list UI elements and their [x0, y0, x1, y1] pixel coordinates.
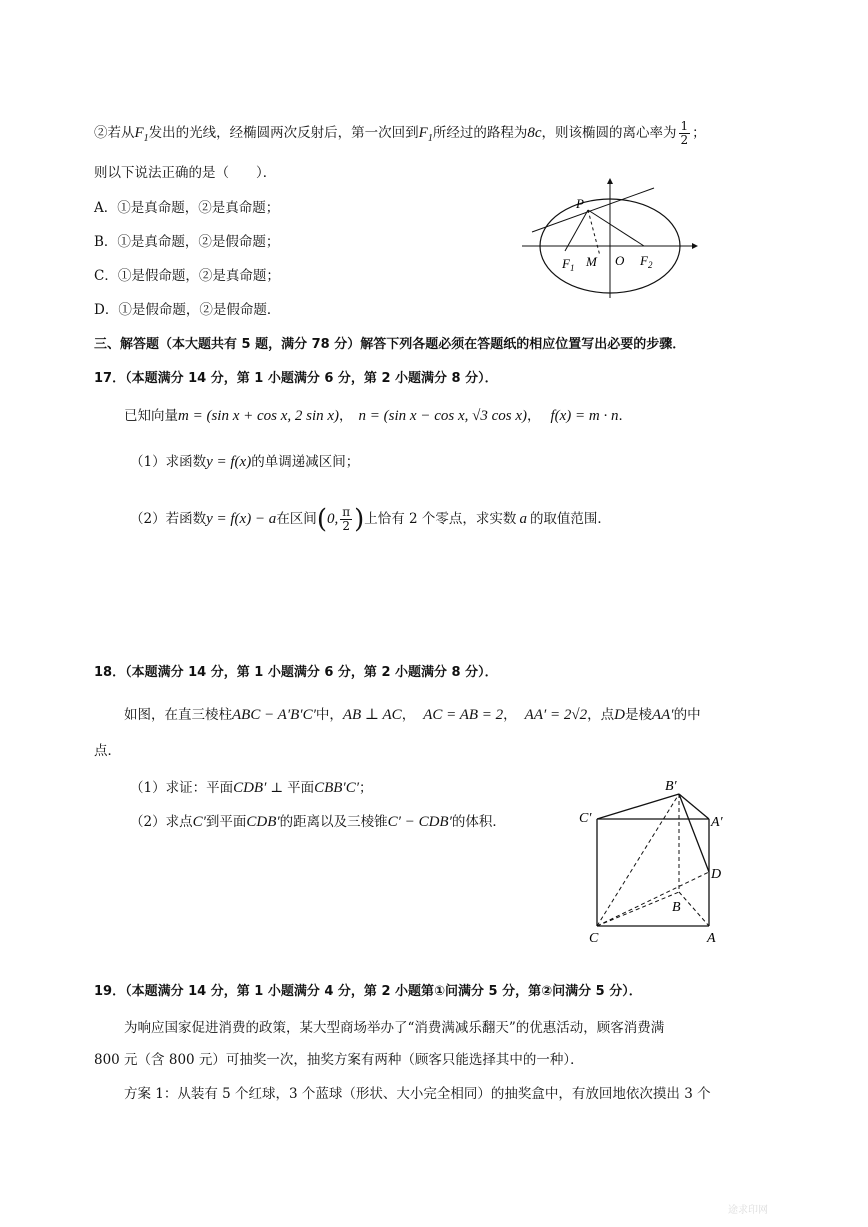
option-text: ①是假命题，②是假命题． [118, 302, 281, 318]
q19-para-1: 为响应国家促进消费的政策，某大型商场举办了“消费满减乐翻天”的优惠活动，顾客消费满 [124, 1020, 665, 1036]
var-a: a [519, 511, 527, 527]
plane-cbb1c1: CBB′C′ [314, 780, 359, 796]
part-end: 的取值范围． [529, 511, 611, 527]
edge-ba [679, 892, 709, 926]
point-d: D [614, 707, 625, 723]
option-letter: A． [94, 200, 118, 216]
q18-given-cont: 点． [94, 743, 121, 759]
option-text: ①是真命题，②是假命题； [117, 234, 280, 250]
label-p: P [576, 196, 584, 211]
label-o: O [615, 253, 625, 268]
option-text: ①是真命题，②是真命题； [117, 200, 280, 216]
q16-statement-2 [94, 120, 706, 149]
part-func: y = f(x) − a [206, 511, 277, 527]
given-text: 中， [315, 707, 343, 723]
function-f: f(x) = m · n [550, 408, 619, 424]
point-c1: C′ [192, 814, 206, 830]
plane-cdb1: CDB′ [233, 780, 267, 796]
y-axis-arrow [607, 178, 613, 184]
part-prefix: （2）若函数 [130, 511, 207, 527]
frac-num: 1 [680, 119, 689, 133]
perp-symbol: ⊥ [270, 780, 284, 796]
label-m: M [586, 254, 597, 269]
label-f1: $F_1$ [562, 256, 575, 273]
tangent-line [532, 188, 654, 232]
label-d: D [711, 867, 722, 882]
interval-left: 0, [326, 511, 339, 527]
label-b1: B′ [665, 779, 677, 794]
part-func: y = f(x) [206, 454, 252, 470]
option-text: ①是假命题，②是真命题； [117, 268, 280, 284]
q16-statement-2-end: ，则该椭圆的离心率为 [541, 125, 677, 141]
pyramid-name: C′ − CDB′ [387, 814, 452, 830]
frac-den: 2 [342, 519, 350, 533]
frac-num: π [342, 505, 351, 519]
prism-figure [575, 772, 735, 950]
q19-header: 19．（本题满分 14 分，第 1 小题满分 4 分，第 2 小题第①问满分 5 分，第②问满分 5 分）． [94, 984, 642, 999]
option-letter: C． [94, 268, 118, 284]
part-mid: 到平面 [205, 814, 247, 830]
q19-para-3: 方案 1：从装有 5 个红球，3 个蓝球（形状、大小完全相同）的抽奖盒中，有放回地依次摸出 3 个 [124, 1086, 711, 1102]
interval-fraction [340, 506, 352, 533]
q16-option-d [94, 300, 280, 320]
q18-given: 如图，在直三棱柱ABC − A′B′C′中，AB ⊥ AC， AC = AB = 2， AA′ = 2√2，点D是棱AA′的中 [124, 707, 701, 723]
edge-aa1: AA′ [651, 707, 674, 723]
q16-eccentricity-fraction [679, 120, 691, 147]
condition-2: AC = AB = 2 [423, 707, 504, 723]
given-text: 的中 [673, 707, 701, 723]
prism-name: ABC − A′B′C′ [232, 707, 316, 723]
q16-option-a [94, 198, 279, 218]
q18-header: 18．（本题满分 14 分，第 1 小题满分 6 分，第 2 小题满分 8 分）． [94, 665, 498, 680]
part-mid: 平面 [287, 780, 315, 796]
given-text: 如图，在直三棱柱 [124, 707, 232, 723]
given-text: 是棱 [624, 707, 652, 723]
q16-f1-symbol-2: $F_1$ [418, 125, 433, 144]
q16-f1-symbol: $F_1$ [134, 125, 149, 144]
q17-part-2: （2）若函数y = f(x) − a在区间(0, $\frac{\pi}{2}$ )上恰有 2 个零点，求实数 a 的取值范围． [130, 504, 611, 535]
q16-statement-2-mid: 发出的光线，经椭圆两次反射后，第一次回到 [148, 125, 419, 141]
vector-n: n = (sin x − cos x, √3 cos x) [358, 408, 527, 424]
part-prefix: （2）求点 [130, 814, 193, 830]
q18-part-1 [130, 778, 372, 798]
edge-cb [597, 892, 679, 926]
label-c: C [589, 931, 599, 946]
q16-option-c [94, 266, 280, 286]
label-c1: C′ [579, 811, 592, 826]
plane-cdb1-2: CDB′ [246, 814, 280, 830]
part-suffix: 上恰有 2 个零点，求实数 [364, 511, 517, 527]
q17-given: 已知向量m = (sin x + cos x, 2 sin x)， n = (sin x − cos x, √3 cos x)， f(x) = m · n． [124, 408, 633, 424]
part-mid: 的距离以及三棱锥 [279, 814, 388, 830]
part-end: 的体积． [451, 814, 506, 830]
option-letter: B． [94, 234, 118, 250]
label-a1: A′ [711, 815, 723, 830]
q16-option-b [94, 232, 279, 252]
part-suffix: 的单调递减区间； [251, 454, 360, 470]
q16-prompt: 则以下说法正确的是（ ）． [94, 165, 277, 181]
q19-para-2: 800 元（含 800 元）可抽奖一次，抽奖方案有两种（顾客只能选择其中的一种）． [94, 1052, 584, 1068]
watermark: 途求印网 [728, 1205, 768, 1216]
part-prefix: （1）求函数 [130, 454, 207, 470]
section-3-heading: 三、解答题（本大题共有 5 题，满分 78 分）解答下列各题必须在答题纸的相应位置写出必要的步骤． [94, 337, 686, 352]
label-a: A [707, 931, 716, 946]
q17-given-prefix: 已知向量 [124, 408, 178, 424]
q16-statement-2-start: ②若从 [94, 125, 135, 141]
part-end: ； [358, 780, 373, 796]
part-prefix: （1）求证：平面 [130, 780, 234, 796]
frac-den: 2 [680, 133, 689, 147]
condition-3: AA′ = 2√2 [524, 707, 588, 723]
q17-header: 17．（本题满分 14 分，第 1 小题满分 6 分，第 2 小题满分 8 分）． [94, 371, 498, 386]
q16-path-value: 8c [527, 125, 542, 141]
x-axis-arrow [692, 243, 698, 249]
vector-m: m = (sin x + cos x, 2 sin x) [178, 408, 340, 424]
q18-part-2 [130, 812, 506, 832]
label-f2: $F_2$ [640, 253, 653, 270]
condition-1: AB ⊥ AC [342, 707, 402, 723]
option-letter: D． [94, 302, 119, 318]
edge-c1b1 [597, 794, 679, 819]
label-b: B [672, 900, 681, 915]
given-text: ，点 [587, 707, 615, 723]
part-mid: 在区间 [276, 511, 317, 527]
q17-part-1 [130, 452, 359, 472]
ellipse-figure [520, 176, 700, 306]
q16-statement-2-tail: 所经过的路程为 [432, 125, 528, 141]
q16-semicolon: ； [692, 125, 706, 141]
